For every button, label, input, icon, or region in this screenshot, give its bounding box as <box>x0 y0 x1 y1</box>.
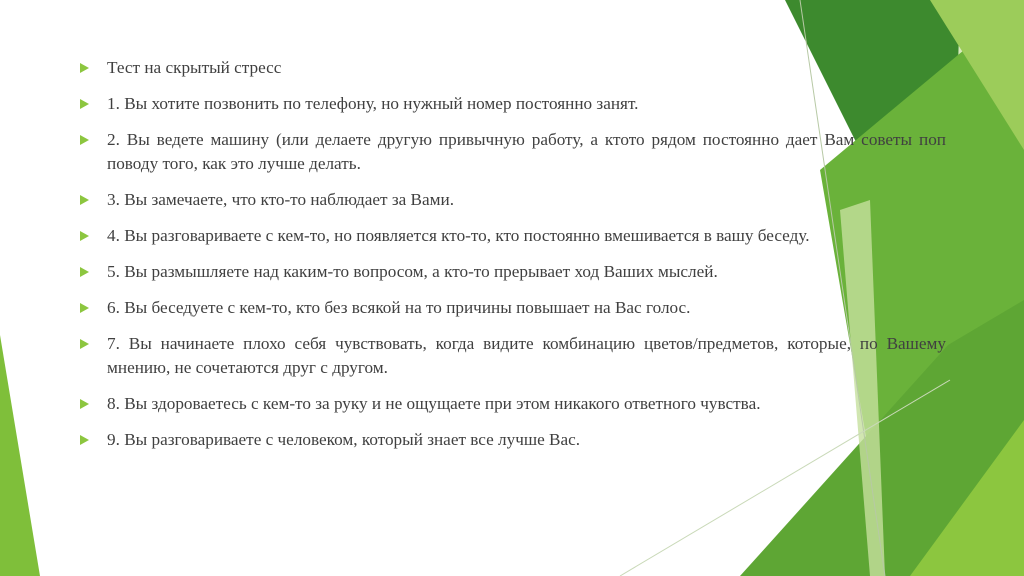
triangle-bullet-icon <box>80 195 89 205</box>
triangle-bullet-icon <box>80 99 89 109</box>
triangle-bullet-icon <box>80 399 89 409</box>
triangle-bullet-icon <box>80 435 89 445</box>
list-item <box>80 224 946 248</box>
list-item-text: 5. Вы размышляете над каким-то вопросом, а кто-то прерывает ход Ваших мыслей. <box>107 262 718 281</box>
list-item <box>80 428 946 452</box>
list-item <box>80 92 946 116</box>
list-item <box>80 56 946 80</box>
list-item-text: 2. Вы ведете машину (или делаете другую привычную работу, а ктото рядом постоянно дает Вам советы поп поводу того, как это лучше делать. <box>107 130 946 173</box>
left-accent-shape <box>0 335 40 576</box>
list-item-text: 1. Вы хотите позвонить по телефону, но нужный номер постоянно занят. <box>107 94 639 113</box>
list-item <box>80 392 946 416</box>
list-item-text: 7. Вы начинаете плохо себя чувствовать, когда видите комбинацию цветов/предметов, которые, по Вашему мнению, не сочетаются друг с другом. <box>107 334 946 377</box>
triangle-bullet-icon <box>80 267 89 277</box>
list-item <box>80 188 946 212</box>
triangle-bullet-icon <box>80 339 89 349</box>
list-item-text: 6. Вы беседуете с кем-то, кто без всякой на то причины повышает на Вас голос. <box>107 298 691 317</box>
list-item-text: Тест на скрытый стресс <box>107 58 282 77</box>
triangle-bullet-icon <box>80 231 89 241</box>
list-item-text: 8. Вы здороваетесь с кем-то за руку и не ощущаете при этом никакого ответного чувства. <box>107 394 761 413</box>
list-item-text: 4. Вы разговариваете с кем-то, но появляется кто-то, кто постоянно вмешивается в вашу беседу. <box>107 226 810 245</box>
bullet-list <box>80 56 946 464</box>
list-item-text: 3. Вы замечаете, что кто-то наблюдает за Вами. <box>107 190 455 209</box>
list-item <box>80 296 946 320</box>
triangle-bullet-icon <box>80 303 89 313</box>
list-item <box>80 332 946 380</box>
triangle-bullet-icon <box>80 135 89 145</box>
triangle-bullet-icon <box>80 63 89 73</box>
list-item <box>80 128 946 176</box>
list-item-text: 9. Вы разговариваете с человеком, который знает все лучше Вас. <box>107 430 581 449</box>
list-item <box>80 260 946 284</box>
